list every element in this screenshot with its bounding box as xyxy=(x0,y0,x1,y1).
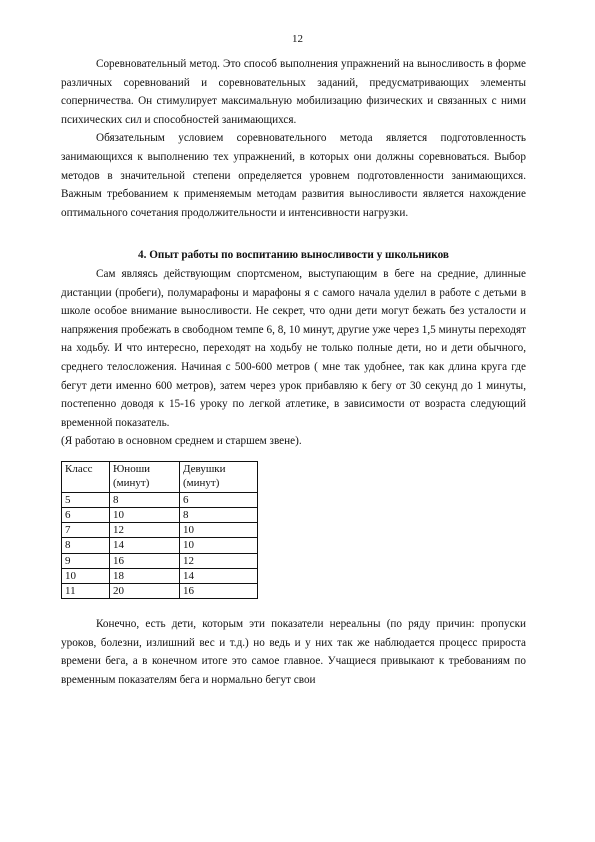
cell-class: 11 xyxy=(62,584,110,599)
table-row xyxy=(62,553,258,568)
cell-class: 9 xyxy=(62,553,110,568)
paragraph-experience: Сам являясь действующим спортсменом, выступающим в беге на средние, длинные дистанции (пробеги), полумарафоны и марафоны я с самого начала уделил в работе с детьми в школе особое внимание выносливости. Не секрет, что одни дети могут бежать без усталости и напряжения пробежать в свободном темпе 6, 8, 10 минут, другие уже через 1,5 минуты переходят на ходьбу. И что интересно, переходят на ходьбу не только полные дети, но и дети обычного, среднего телосложения. Начиная с 500-600 метров ( мне так удобнее, так как длина круга где бегут дети именно 600 метров), затем через урок прибавляю к бегу от 30 секунд до 1 минуты, постепенно доводя к 15-16 уроку по легкой атлетике, в зависимости от возраста следующий временной показатель. xyxy=(61,267,526,429)
cell-girls: 10 xyxy=(180,523,258,538)
cell-girls: 8 xyxy=(180,508,258,523)
cell-class: 7 xyxy=(62,523,110,538)
table-row xyxy=(62,584,258,599)
cell-class: 8 xyxy=(62,538,110,553)
cell-girls: 12 xyxy=(180,553,258,568)
running-time-table xyxy=(61,461,258,599)
table-header-row xyxy=(62,461,258,492)
cell-boys: 12 xyxy=(110,523,180,538)
header-girls: Девушки (минут) xyxy=(180,461,258,492)
table-row xyxy=(62,568,258,583)
cell-girls: 14 xyxy=(180,568,258,583)
header-class: Класс xyxy=(62,461,110,492)
page-content xyxy=(61,55,526,690)
cell-boys: 10 xyxy=(110,508,180,523)
cell-class: 6 xyxy=(62,508,110,523)
cell-class: 10 xyxy=(62,568,110,583)
cell-boys: 14 xyxy=(110,538,180,553)
cell-girls: 6 xyxy=(180,492,258,507)
cell-class: 5 xyxy=(62,492,110,507)
table-row xyxy=(62,492,258,507)
paragraph-competitive-condition: Обязательным условием соревновательного метода является подготовленность занимающихся к выполнению тех упражнений, в которых они должны соревноваться. Выбор методов в значительной степени определяется уровнем подготовленности занимающихся. Важным требованием к применяемым методам развития выносливости является нахождение оптимального сочетания продолжительности и интенсивности нагрузки. xyxy=(61,132,526,219)
table-row xyxy=(62,538,258,553)
header-boys: Юноши (минут) xyxy=(110,461,180,492)
page-number: 12 xyxy=(292,33,303,45)
cell-girls: 10 xyxy=(180,538,258,553)
table-row xyxy=(62,508,258,523)
paragraph-competitive-method: Соревновательный метод. Это способ выполнения упражнений на выносливость в форме различных соревнований и соревновательных заданий, предусматривающих элементы соперничества. Он стимулирует максимальную мобилизацию физических и связанных с ними психических сил и способностей занимающихся. xyxy=(61,58,526,126)
paragraph-note: (Я работаю в основном среднем и старшем звене). xyxy=(61,435,302,448)
cell-boys: 8 xyxy=(110,492,180,507)
cell-girls: 16 xyxy=(180,584,258,599)
table-row xyxy=(62,523,258,538)
section-title: 4. Опыт работы по воспитанию выносливости у школьников xyxy=(138,249,449,262)
paragraph-conclusion: Конечно, есть дети, которым эти показатели нереальны (по ряду причин: пропуски уроков, болезни, излишний вес и т.д.) но ведь и у них так же наблюдается процесс прироста времени бега, а в конечном итоге это самое главное. Учащиеся привыкают к требованиям по временным показателям бега и нормально бегут свои xyxy=(61,618,526,687)
cell-boys: 20 xyxy=(110,584,180,599)
cell-boys: 18 xyxy=(110,568,180,583)
cell-boys: 16 xyxy=(110,553,180,568)
